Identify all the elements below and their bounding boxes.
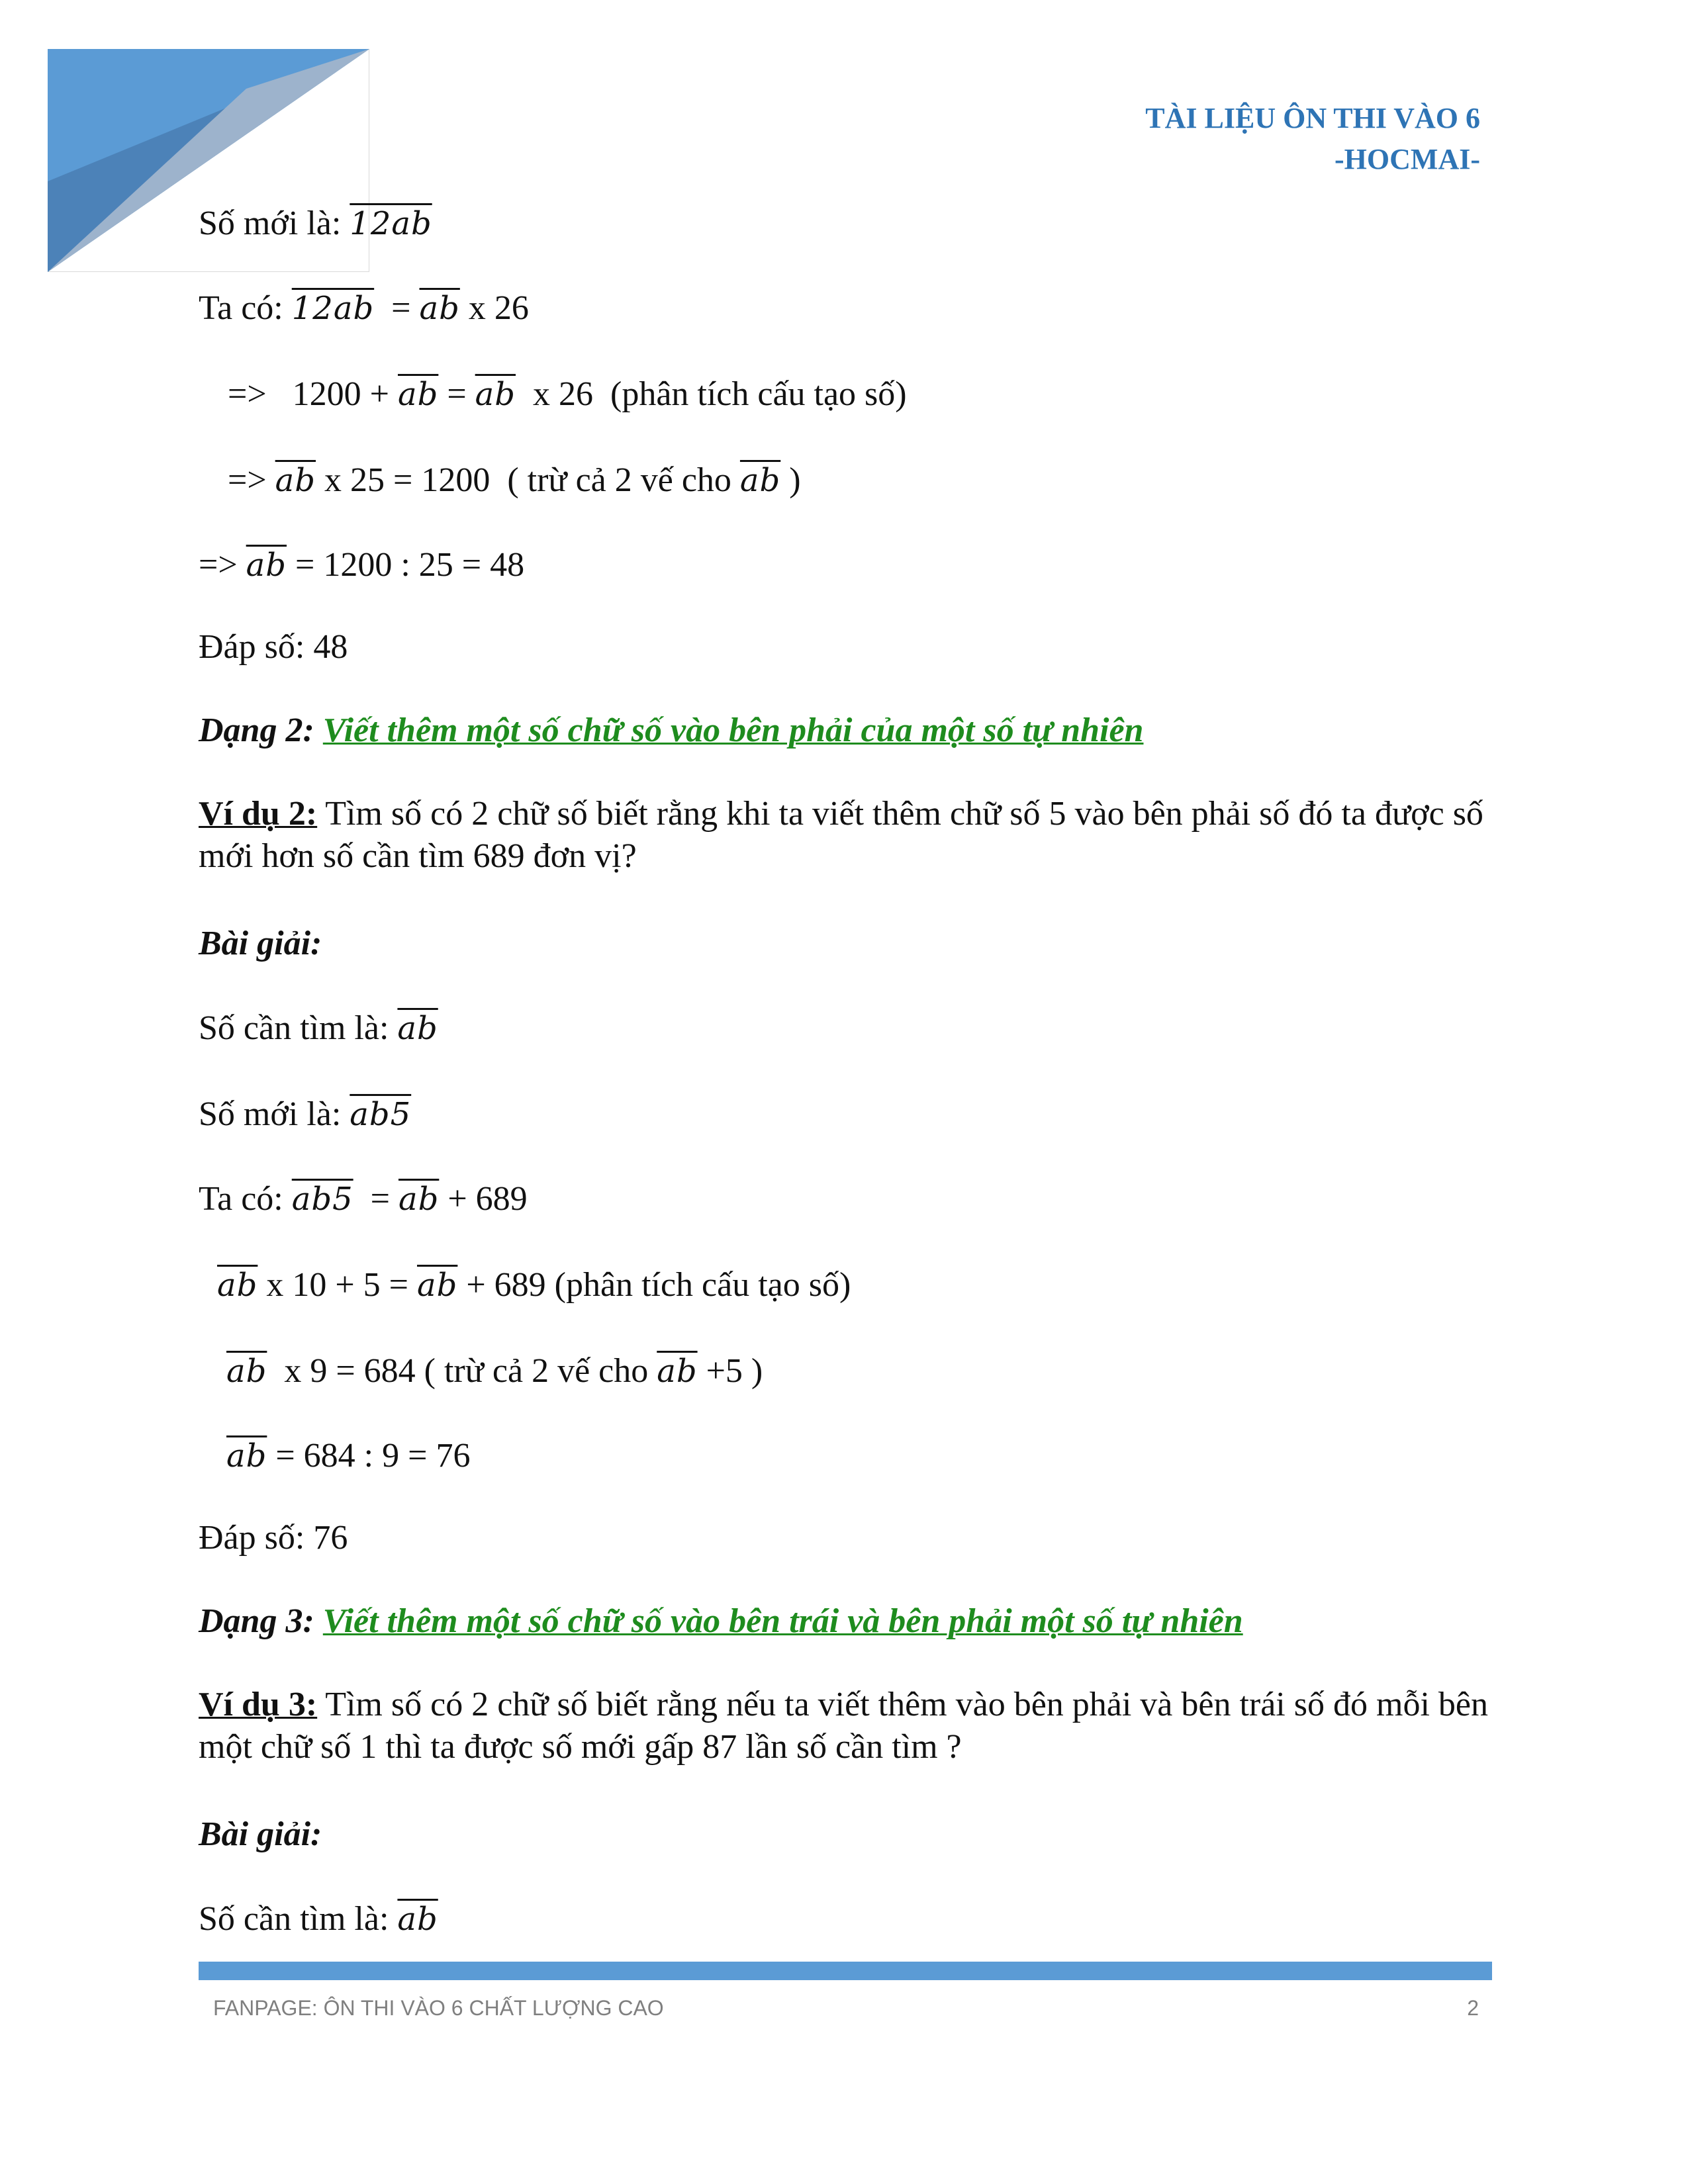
text: =: [374, 289, 420, 327]
section-label: Dạng 3:: [199, 1602, 323, 1640]
text: =>: [228, 461, 275, 499]
text: Ta có:: [199, 289, 292, 327]
equation-line-4: [228, 459, 801, 502]
overline-number: $\overline{ab}$: [275, 462, 316, 499]
overline-number: $\overline{ab}$: [226, 1437, 267, 1475]
equation-line-9: [199, 1178, 528, 1220]
section-title: Viết thêm một số chữ số vào bên trái và bên phải một số tự nhiên: [322, 1602, 1243, 1640]
text: = 684 : 9 = 76: [267, 1437, 471, 1475]
overline-number: $\overline{ab}$: [217, 1267, 258, 1304]
overline-number: $\overline{ab}$: [417, 1267, 458, 1304]
text: Số mới là:: [199, 1095, 350, 1133]
overline-number: $\overline{ab}$: [397, 1010, 438, 1047]
text: x 9 = 684 ( trừ cả 2 vế cho: [267, 1352, 657, 1390]
overline-number: $\overline{ab}$: [226, 1353, 267, 1390]
equation-line-10: [217, 1264, 851, 1306]
text: +5 ): [697, 1352, 763, 1390]
overline-number: $\overline{ab}$: [475, 376, 516, 413]
equation-line-5: [199, 544, 524, 586]
text: x 10 + 5 =: [258, 1266, 417, 1304]
example-2-paragraph: [199, 793, 1489, 878]
example-text: Tìm số có 2 chữ số biết rằng nếu ta viết thêm vào bên phải và bên trái số đó mỗi bên một chữ số 1 thì ta được số mới gấp 87 lần số cần tìm ?: [199, 1686, 1488, 1766]
text: ): [780, 461, 801, 499]
solution-heading: Bài giải:: [199, 925, 322, 962]
solution-heading: Bài giải:: [199, 1815, 322, 1853]
equation-line-12: [226, 1435, 470, 1477]
document-header: [1145, 98, 1480, 180]
text: + 689: [439, 1180, 528, 1218]
overline-number: 12ab: [350, 205, 432, 242]
overline-number: ab5: [291, 1181, 353, 1218]
overline-number: $\overline{ab}$: [397, 1901, 438, 1938]
equation-line-2: [199, 287, 529, 330]
answer-line: Đáp số: 76: [199, 1519, 348, 1557]
overline-number: $\overline{ab}$: [657, 1353, 698, 1390]
section-label: Dạng 2:: [199, 711, 323, 749]
text: = 1200 : 25 = 48: [287, 546, 525, 584]
example-label: Ví dụ 2:: [199, 795, 318, 833]
text: Số cần tìm là:: [199, 1009, 398, 1047]
text: x 26: [459, 289, 529, 327]
section-title: Viết thêm một số chữ số vào bên phải của một số tự nhiên: [322, 711, 1144, 749]
text: =: [353, 1180, 399, 1218]
overline-number: $\overline{ab}$: [419, 290, 460, 327]
text: Số cần tìm là:: [199, 1900, 398, 1938]
overline-number: $\overline{ab}$: [398, 1181, 440, 1218]
page-footer: [213, 1996, 1479, 2021]
header-title: TÀI LIỆU ÔN THI VÀO 6: [1145, 102, 1480, 134]
header-subtitle: -HOCMAI-: [1335, 143, 1480, 175]
equation-line-1: [199, 203, 432, 245]
overline-number: $\overline{ab}$: [246, 547, 287, 584]
text: =>: [199, 546, 246, 584]
section-heading-dang-2: [199, 709, 1143, 752]
section-heading-dang-3: [199, 1600, 1243, 1643]
text: => 1200 +: [228, 375, 398, 413]
text: =: [438, 375, 475, 413]
overline-number: $\overline{ab}$: [739, 462, 781, 499]
overline-number: $\overline{ab}$: [397, 376, 439, 413]
text: x 25 = 1200 ( trừ cả 2 vế cho: [316, 461, 740, 499]
equation-line-7: [199, 1007, 438, 1050]
text: x 26 (phân tích cấu tạo số): [516, 375, 907, 413]
example-text: Tìm số có 2 chữ số biết rằng khi ta viết thêm chữ số 5 vào bên phải số đó ta được số mới hơn số cần tìm 689 đơn vị?: [199, 795, 1483, 875]
equation-line-14: [199, 1898, 438, 1940]
text: Số mới là:: [199, 205, 350, 242]
answer-line: Đáp số: 48: [199, 628, 348, 666]
equation-line-11: [226, 1350, 763, 1392]
footer-fanpage-text: FANPAGE: ÔN THI VÀO 6 CHẤT LƯỢNG CAO: [213, 1996, 664, 2020]
equation-line-8: [199, 1093, 411, 1136]
overline-number: 12ab: [291, 290, 375, 327]
page-number: 2: [1467, 1996, 1479, 2020]
example-3-paragraph: [199, 1684, 1489, 1768]
overline-number: ab5: [350, 1096, 412, 1133]
footer-divider-bar: [199, 1962, 1492, 1980]
example-label: Ví dụ 3:: [199, 1686, 318, 1723]
text: + 689 (phân tích cấu tạo số): [457, 1266, 851, 1304]
equation-line-3: [228, 373, 907, 416]
text: Ta có:: [199, 1180, 292, 1218]
